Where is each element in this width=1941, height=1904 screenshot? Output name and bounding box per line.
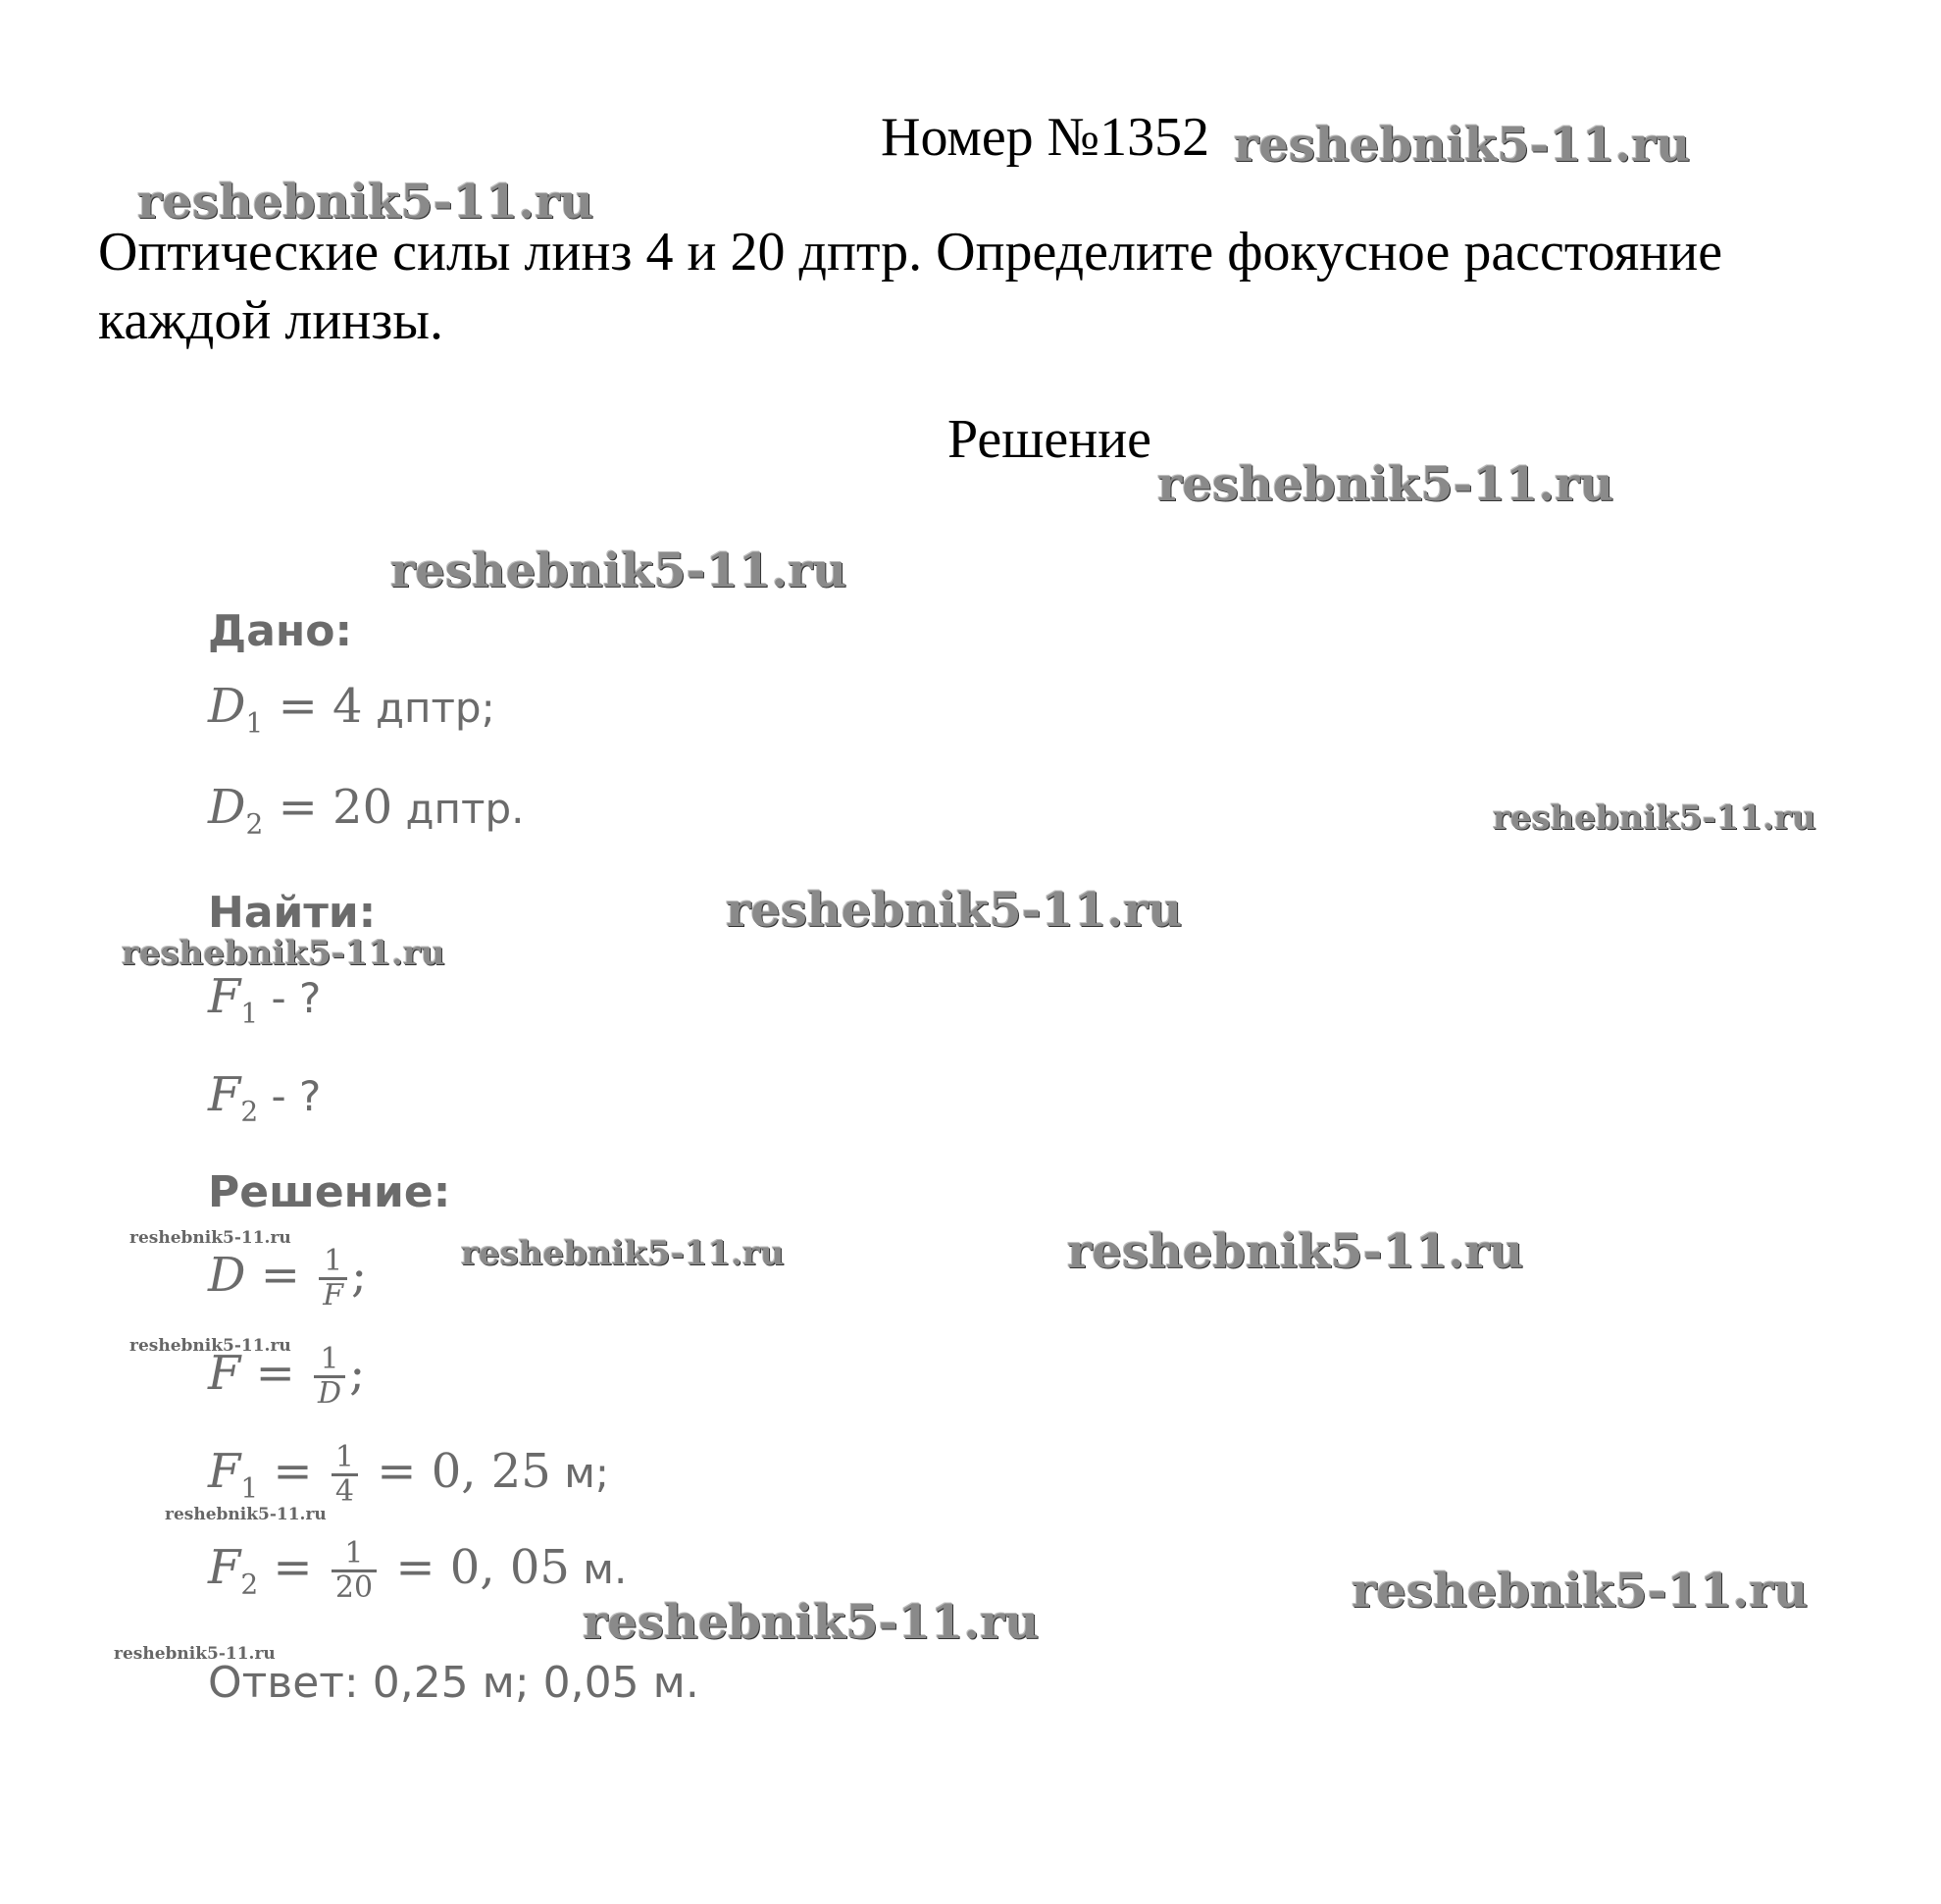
watermark: reshebnik5-11.ru <box>390 543 847 598</box>
find-f2-rest: - ? <box>258 1072 322 1120</box>
watermark: reshebnik5-11.ru <box>1493 798 1816 838</box>
calc-f2-result: = 0, 05 <box>381 1540 570 1595</box>
formula-d: D = $\frac{1}{F}$ ; <box>208 1244 368 1312</box>
solution-heading: Решение <box>947 409 1152 470</box>
formula-f-fraction <box>314 1344 345 1410</box>
calc-f1-sub: 1 <box>240 1471 259 1505</box>
formula-f-num: 1 <box>314 1344 345 1378</box>
watermark: reshebnik5-11.ru <box>165 1505 327 1524</box>
given-d2-sub: 2 <box>245 807 264 841</box>
formula-d-num: 1 <box>319 1246 347 1280</box>
calc-f1-result: = 0, 25 <box>361 1444 551 1499</box>
problem-statement: Оптические силы линз 4 и 20 дптр. Определите фокусное расстояние каждой линзы. <box>98 222 1723 351</box>
formula-f-tail: ; <box>349 1346 366 1401</box>
given-d2-symbol: D <box>208 780 246 835</box>
given-d1-unit: дптр; <box>362 684 495 732</box>
given-label: Дано: <box>208 606 353 656</box>
page-title: Номер №1352 <box>881 107 1210 168</box>
watermark: reshebnik5-11.ru <box>583 1595 1040 1650</box>
given-d1-symbol: D <box>208 679 246 734</box>
watermark: reshebnik5-11.ru <box>122 934 445 973</box>
calc-f1-unit: м; <box>550 1449 610 1497</box>
formula-d-tail: ; <box>351 1248 368 1303</box>
find-f1-rest: - ? <box>258 974 322 1022</box>
calc-f2: $F_2$ = $\frac{1}{20}$ = 0, 05 м. <box>208 1536 628 1605</box>
given-d2 <box>208 780 524 841</box>
given-d1-eq: = 4 <box>263 679 363 734</box>
calc-f2-unit: м. <box>569 1545 628 1593</box>
calc-f2-lhs: F <box>208 1540 241 1595</box>
calc-f1-lhs: F <box>208 1444 241 1499</box>
calc-f1-fraction <box>332 1442 358 1508</box>
watermark: reshebnik5-11.ru <box>1352 1564 1809 1619</box>
calc-f1: $F_1$ = $\frac{1}{4}$ = 0, 25 м; <box>208 1440 610 1509</box>
calc-f2-sub: 2 <box>240 1568 259 1601</box>
formula-f-lhs: F <box>208 1346 241 1401</box>
answer: Ответ: 0,25 м; 0,05 м. <box>208 1658 699 1708</box>
given-d2-unit: дптр. <box>392 785 525 833</box>
given-d2-eq: = 20 <box>263 780 393 835</box>
find-f1-sub: 1 <box>240 997 259 1030</box>
watermark: reshebnik5-11.ru <box>129 1336 291 1356</box>
formula-f: F = $\frac{1}{D}$ ; <box>208 1342 366 1411</box>
formula-d-fraction <box>319 1246 347 1312</box>
calc-f2-num: 1 <box>332 1538 377 1572</box>
watermark: reshebnik5-11.ru <box>137 175 594 230</box>
find-f2 <box>208 1067 321 1128</box>
calc-f1-num: 1 <box>332 1442 358 1476</box>
given-d1-sub: 1 <box>245 706 264 740</box>
watermark: reshebnik5-11.ru <box>114 1644 276 1664</box>
find-label: Найти: <box>208 888 377 938</box>
given-d1 <box>208 679 495 740</box>
formula-d-den: F <box>323 1278 344 1312</box>
watermark: reshebnik5-11.ru <box>726 883 1183 938</box>
formula-d-lhs: D <box>208 1248 246 1303</box>
watermark: reshebnik5-11.ru <box>461 1234 785 1273</box>
find-f1-symbol: F <box>208 969 241 1024</box>
calc-f2-fraction <box>332 1538 377 1604</box>
solution-label: Решение: <box>208 1167 451 1217</box>
watermark: reshebnik5-11.ru <box>129 1228 291 1248</box>
watermark: reshebnik5-11.ru <box>1157 457 1614 512</box>
find-f2-sub: 2 <box>240 1095 259 1128</box>
watermark: reshebnik5-11.ru <box>1067 1224 1524 1279</box>
calc-f1-den: 4 <box>334 1474 354 1509</box>
find-f1 <box>208 969 321 1030</box>
calc-f2-den: 20 <box>334 1570 374 1605</box>
watermark: reshebnik5-11.ru <box>1234 118 1691 173</box>
formula-f-den: D <box>318 1376 342 1411</box>
find-f2-symbol: F <box>208 1067 241 1122</box>
